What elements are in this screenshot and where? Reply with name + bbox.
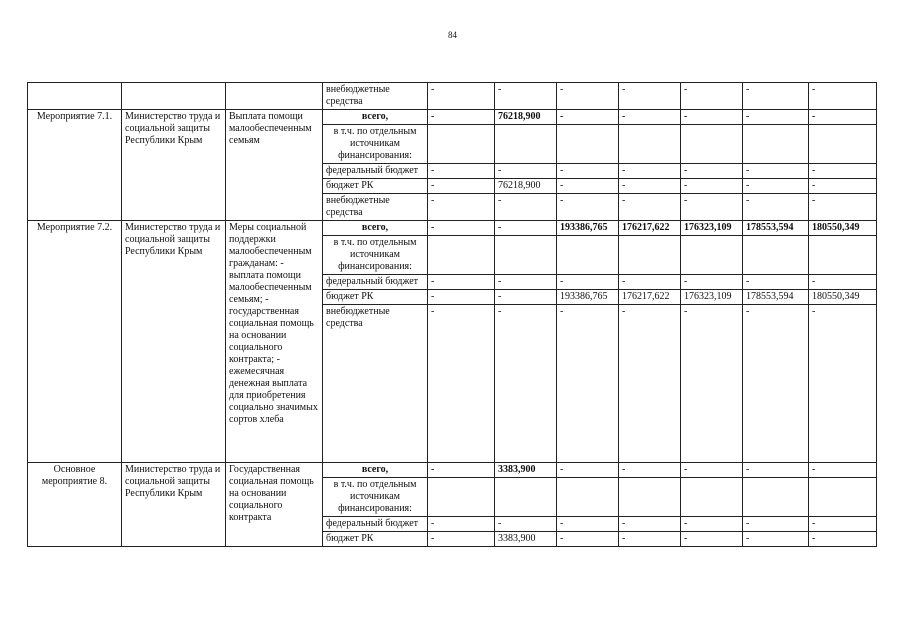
empty-value-dash: - xyxy=(743,179,809,194)
empty-value-dash: - xyxy=(681,83,743,110)
empty-value-dash: - xyxy=(557,164,619,179)
source-label: федеральный бюджет xyxy=(323,517,428,532)
empty-value-dash: - xyxy=(495,221,557,236)
empty-value-dash: - xyxy=(557,532,619,547)
table-row xyxy=(28,221,877,236)
empty-value-dash: - xyxy=(681,164,743,179)
measure-name: Мероприятие 7.1. xyxy=(28,110,122,221)
empty-value-dash: - xyxy=(743,110,809,125)
empty-value-dash: - xyxy=(619,275,681,290)
empty-value-dash: - xyxy=(743,83,809,110)
empty-cell xyxy=(495,478,557,517)
empty-value-dash: - xyxy=(495,275,557,290)
empty-cell xyxy=(743,478,809,517)
measure-name: Основное мероприятие 8. xyxy=(28,463,122,547)
empty-value-dash: - xyxy=(743,517,809,532)
empty-value-dash: - xyxy=(557,463,619,478)
amount: 76218,900 xyxy=(495,110,557,125)
source-label: в т.ч. по отдельным источникам финансирования: xyxy=(323,125,428,164)
source-label: внебюджетные средства xyxy=(323,83,428,110)
amount: 193386,765 xyxy=(557,221,619,236)
empty-value-dash: - xyxy=(557,83,619,110)
empty-value-dash: - xyxy=(743,275,809,290)
page-number: 84 xyxy=(448,30,457,40)
source-label: всего, xyxy=(323,463,428,478)
measure-name: Мероприятие 7.2. xyxy=(28,221,122,463)
empty-value-dash: - xyxy=(809,194,877,221)
empty-value-dash: - xyxy=(809,305,877,463)
empty-cell xyxy=(557,478,619,517)
empty-cell xyxy=(557,236,619,275)
amount: 176217,622 xyxy=(619,290,681,305)
source-label: в т.ч. по отдельным источникам финансирования: xyxy=(323,236,428,275)
empty-cell xyxy=(495,125,557,164)
empty-cell xyxy=(681,236,743,275)
empty-cell xyxy=(809,125,877,164)
empty-value-dash: - xyxy=(428,194,495,221)
amount: 178553,594 xyxy=(743,290,809,305)
empty-value-dash: - xyxy=(495,517,557,532)
empty-value-dash: - xyxy=(743,532,809,547)
source-label: бюджет РК xyxy=(323,179,428,194)
empty-value-dash: - xyxy=(557,275,619,290)
source-label: федеральный бюджет xyxy=(323,275,428,290)
executor: Министерство труда и социальной защиты Республики Крым xyxy=(122,221,226,463)
amount: 76218,900 xyxy=(495,179,557,194)
empty-value-dash: - xyxy=(743,305,809,463)
executor: Министерство труда и социальной защиты Республики Крым xyxy=(122,110,226,221)
source-label: федеральный бюджет xyxy=(323,164,428,179)
empty-value-dash: - xyxy=(743,463,809,478)
empty-value-dash: - xyxy=(809,83,877,110)
empty-value-dash: - xyxy=(428,517,495,532)
empty-value-dash: - xyxy=(428,290,495,305)
table-row xyxy=(28,463,877,478)
empty-value-dash: - xyxy=(619,517,681,532)
amount: 3383,900 xyxy=(495,532,557,547)
empty-cell xyxy=(428,236,495,275)
source-label: бюджет РК xyxy=(323,532,428,547)
measure-description: Государственная социальная помощь на основании социального контракта xyxy=(226,463,323,547)
empty-cell xyxy=(619,478,681,517)
measure-description: Меры социальной поддержки малообеспеченным гражданам: - выплата помощи малообеспеченным семьям; - государственная социальная помощь на основании социального контракта; - ежемесячная денежная выплата для приобретения социально значимых сортов хлеба xyxy=(226,221,323,463)
empty-value-dash: - xyxy=(809,275,877,290)
empty-cell xyxy=(495,236,557,275)
empty-cell xyxy=(619,125,681,164)
empty-cell xyxy=(226,83,323,110)
empty-value-dash: - xyxy=(495,305,557,463)
source-label: всего, xyxy=(323,221,428,236)
empty-value-dash: - xyxy=(428,221,495,236)
empty-value-dash: - xyxy=(428,164,495,179)
amount: 180550,349 xyxy=(809,290,877,305)
empty-value-dash: - xyxy=(619,164,681,179)
amount: 3383,900 xyxy=(495,463,557,478)
empty-value-dash: - xyxy=(557,194,619,221)
empty-value-dash: - xyxy=(681,305,743,463)
empty-value-dash: - xyxy=(619,532,681,547)
source-label: бюджет РК xyxy=(323,290,428,305)
empty-value-dash: - xyxy=(809,532,877,547)
empty-value-dash: - xyxy=(557,179,619,194)
empty-value-dash: - xyxy=(681,463,743,478)
amount: 178553,594 xyxy=(743,221,809,236)
empty-cell xyxy=(809,478,877,517)
empty-cell xyxy=(809,236,877,275)
empty-value-dash: - xyxy=(809,463,877,478)
measure-description: Выплата помощи малообеспеченным семьям xyxy=(226,110,323,221)
financing-table xyxy=(27,82,877,547)
source-label: внебюджетные средства xyxy=(323,194,428,221)
amount: 180550,349 xyxy=(809,221,877,236)
empty-value-dash: - xyxy=(428,305,495,463)
empty-value-dash: - xyxy=(557,305,619,463)
empty-value-dash: - xyxy=(428,463,495,478)
empty-value-dash: - xyxy=(809,164,877,179)
source-label: внебюджетные средства xyxy=(323,305,428,463)
empty-cell xyxy=(122,83,226,110)
empty-value-dash: - xyxy=(743,194,809,221)
empty-cell xyxy=(681,125,743,164)
amount: 176323,109 xyxy=(681,221,743,236)
empty-value-dash: - xyxy=(809,179,877,194)
empty-value-dash: - xyxy=(619,83,681,110)
empty-value-dash: - xyxy=(495,290,557,305)
empty-value-dash: - xyxy=(619,179,681,194)
empty-value-dash: - xyxy=(495,194,557,221)
table-row xyxy=(28,110,877,125)
empty-value-dash: - xyxy=(428,532,495,547)
empty-value-dash: - xyxy=(681,532,743,547)
empty-value-dash: - xyxy=(809,110,877,125)
empty-value-dash: - xyxy=(809,517,877,532)
empty-value-dash: - xyxy=(557,110,619,125)
empty-value-dash: - xyxy=(428,179,495,194)
empty-cell xyxy=(428,125,495,164)
empty-cell xyxy=(743,236,809,275)
empty-value-dash: - xyxy=(681,179,743,194)
empty-cell xyxy=(28,83,122,110)
empty-value-dash: - xyxy=(619,194,681,221)
amount: 193386,765 xyxy=(557,290,619,305)
empty-value-dash: - xyxy=(428,110,495,125)
amount: 176323,109 xyxy=(681,290,743,305)
executor: Министерство труда и социальной защиты Республики Крым xyxy=(122,463,226,547)
table-row xyxy=(28,83,877,110)
empty-cell xyxy=(428,478,495,517)
empty-value-dash: - xyxy=(681,110,743,125)
empty-cell xyxy=(619,236,681,275)
empty-value-dash: - xyxy=(681,194,743,221)
empty-value-dash: - xyxy=(495,83,557,110)
empty-cell xyxy=(557,125,619,164)
amount: 176217,622 xyxy=(619,221,681,236)
source-label: в т.ч. по отдельным источникам финансирования: xyxy=(323,478,428,517)
empty-cell xyxy=(743,125,809,164)
empty-value-dash: - xyxy=(681,517,743,532)
empty-value-dash: - xyxy=(619,110,681,125)
empty-value-dash: - xyxy=(495,164,557,179)
empty-value-dash: - xyxy=(743,164,809,179)
source-label: всего, xyxy=(323,110,428,125)
empty-value-dash: - xyxy=(428,83,495,110)
empty-value-dash: - xyxy=(619,463,681,478)
empty-value-dash: - xyxy=(619,305,681,463)
empty-cell xyxy=(681,478,743,517)
empty-value-dash: - xyxy=(428,275,495,290)
empty-value-dash: - xyxy=(557,517,619,532)
empty-value-dash: - xyxy=(681,275,743,290)
